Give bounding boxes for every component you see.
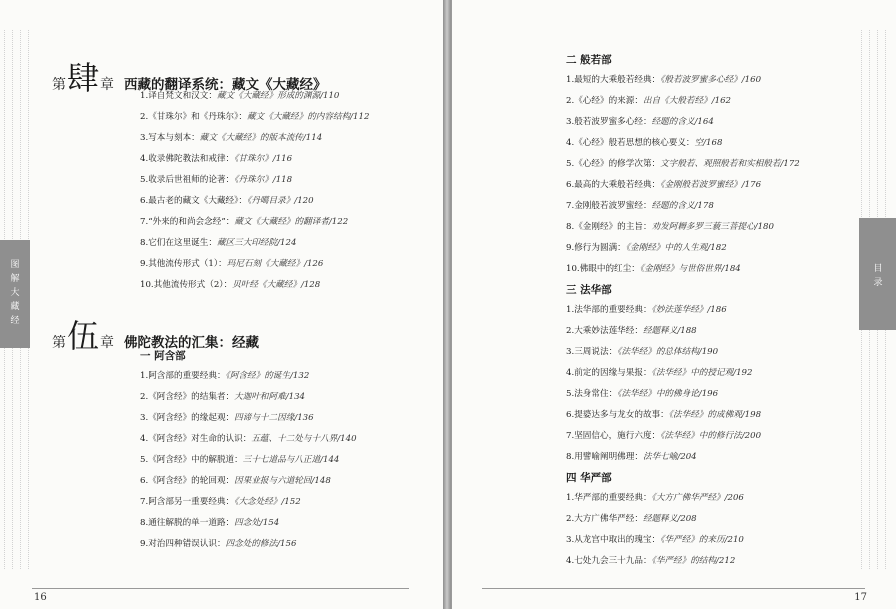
chapter-suffix: 章: [100, 335, 115, 351]
toc-entry[interactable]: 3.写本与刻本：藏文《大藏经》的版本流传/114: [140, 133, 323, 143]
toc-entry[interactable]: 8.它们在这里诞生：藏区三大印经院/124: [140, 238, 297, 248]
toc-entry[interactable]: 8.通往解脱的单一道路：四念处/154: [140, 518, 280, 528]
page-number: 17: [854, 592, 867, 603]
toc-entry[interactable]: 9.其他流传形式（1）：玛尼石刻《大藏经》/126: [140, 259, 324, 269]
chapter-suffix: 章: [100, 77, 115, 93]
toc-entry[interactable]: 4.收录佛陀教法和戒律：《甘珠尔》/116: [140, 154, 293, 164]
section-heading: 二 般若部: [566, 54, 612, 66]
toc-entry[interactable]: 7.阿含部另一重要经典：《大念处经》/152: [140, 497, 301, 507]
section-heading: 四 华严部: [566, 472, 612, 484]
chapter-number: 肆: [67, 59, 100, 97]
side-tab-contents: [859, 218, 896, 330]
toc-entry[interactable]: 6.提婆达多与龙女的故事：《法华经》的成佛观/198: [566, 410, 762, 420]
toc-entry[interactable]: 9.修行为圆满：《金刚经》中的人生观/182: [566, 243, 727, 253]
toc-entry[interactable]: 2.大方广佛华严经：经题释义/208: [566, 514, 697, 524]
book-gutter: [443, 0, 451, 609]
toc-entry[interactable]: 6.最古老的藏文《大藏经》：《丹噶目录》/120: [140, 196, 314, 206]
toc-entry[interactable]: 10.其他流传形式（2）：贝叶经《大藏经》/128: [140, 280, 321, 290]
toc-entry[interactable]: 8.《金刚经》的主旨：劝发阿耨多罗三藐三菩提心/180: [566, 222, 774, 232]
left-page: [0, 0, 444, 609]
toc-entry[interactable]: 3.三周说法：《法华经》的总体结构/190: [566, 347, 719, 357]
toc-entry[interactable]: 5.《阿含经》中的解脱道：三十七道品与八正道/144: [140, 455, 340, 465]
toc-entry[interactable]: 5.《心经》的修学次第：文字般若、观照般若和实相般若/172: [566, 159, 800, 169]
toc-entry[interactable]: 4.七处九会三十九品：《华严经》的结构/212: [566, 556, 736, 566]
toc-entry[interactable]: 1.法华部的重要经典：《妙法莲华经》/186: [566, 305, 727, 315]
chapter-prefix: 第: [52, 77, 66, 93]
toc-entry[interactable]: 10.佛眼中的红尘：《金刚经》与世俗世界/184: [566, 264, 741, 274]
toc-entry[interactable]: 4.前定的因缘与果报：《法华经》中的授记观/192: [566, 368, 753, 378]
toc-entry[interactable]: 2.《甘珠尔》和《丹珠尔》：藏文《大藏经》的内容结构/112: [140, 112, 370, 122]
chapter-title: 佛陀教法的汇集：经藏: [124, 335, 260, 351]
toc-entry[interactable]: 3.般若波罗蜜多心经：经题的含义/164: [566, 117, 714, 127]
toc-entry[interactable]: 3.从龙宫中取出的瑰宝：《华严经》的来历/210: [566, 535, 744, 545]
footer-rule: [32, 588, 409, 589]
section-heading: 三 法华部: [566, 284, 612, 296]
toc-entry[interactable]: 5.收录后世祖师的论著：《丹珠尔》/118: [140, 175, 293, 185]
toc-entry[interactable]: 9.对治四种错误认识：四念处的修法/156: [140, 539, 297, 549]
right-page: [451, 0, 896, 609]
toc-entry[interactable]: 7.坚固信心，施行六度：《法华经》中的修行法/200: [566, 431, 762, 441]
chapter-prefix: 第: [52, 335, 66, 351]
toc-entry[interactable]: 4.《心经》般若思想的核心要义：空/168: [566, 138, 723, 148]
toc-entry[interactable]: 6.《阿含经》的轮回观：因果业报与六道轮回/148: [140, 476, 331, 486]
toc-entry[interactable]: 2.大乘妙法莲华经：经题释义/188: [566, 326, 697, 336]
side-tab-label: 目录: [873, 264, 883, 288]
chapter-title: 西藏的翻译系统：藏文《大藏经》: [124, 77, 327, 93]
section-heading: 一 阿含部: [140, 350, 186, 362]
toc-entry[interactable]: 2.《阿含经》的结集者：大迦叶和阿难/134: [140, 392, 306, 402]
side-tab-book-title: [0, 240, 30, 348]
chapter-5-toc: [140, 346, 357, 555]
toc-entry[interactable]: 7.“外来的和尚会念经”：藏文《大藏经》的翻译者/122: [140, 217, 349, 227]
chapter-4-toc: [140, 86, 369, 296]
prajna-section-toc: [566, 50, 800, 572]
toc-entry[interactable]: 1.最短的大乘般若经典：《般若波罗蜜多心经》/160: [566, 75, 762, 85]
toc-entry[interactable]: 5.法身常住：《法华经》中的佛身论/196: [566, 389, 719, 399]
toc-entry[interactable]: 1.阿含部的重要经典：《阿含经》的诞生/132: [140, 371, 310, 381]
toc-entry[interactable]: 8.用譬喻阐明佛理：法华七喻/204: [566, 452, 697, 462]
toc-entry[interactable]: 7.金刚般若波罗蜜经：经题的含义/178: [566, 201, 714, 211]
toc-entry[interactable]: 6.最高的大乘般若经典：《金刚般若波罗蜜经》/176: [566, 180, 762, 190]
toc-entry[interactable]: 2.《心经》的来源：出自《大般若经》/162: [566, 96, 732, 106]
page-number: 16: [34, 592, 47, 603]
toc-entry[interactable]: 4.《阿含经》对生命的认识：五蕴、十二处与十八界/140: [140, 434, 357, 444]
side-tab-label: 图解大藏经: [10, 260, 20, 326]
footer-rule: [482, 588, 865, 589]
toc-entry[interactable]: 3.《阿含经》的缘起观：四谛与十二因缘/136: [140, 413, 314, 423]
toc-entry[interactable]: 1.译自梵文和汉文：藏文《大藏经》形成的渊源/110: [140, 91, 340, 101]
toc-entry[interactable]: 1.华严部的重要经典：《大方广佛华严经》/206: [566, 493, 744, 503]
chapter-number: 伍: [67, 317, 100, 355]
